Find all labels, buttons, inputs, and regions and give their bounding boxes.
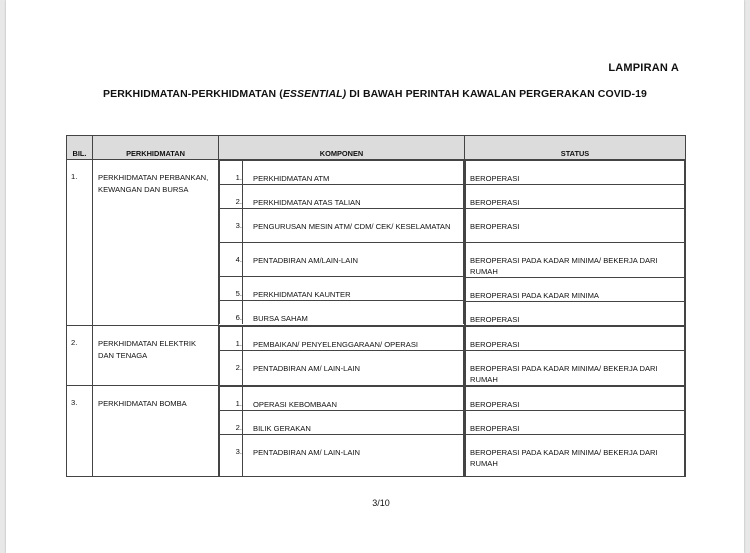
komponen-item	[220, 277, 464, 301]
komponen-text: PENTADBIRAN AM/LAIN-LAIN	[243, 243, 464, 277]
komponen-text: PERKHIDMATAN ATAS TALIAN	[243, 185, 464, 209]
status-text: BEROPERASI	[466, 411, 685, 435]
komponen-item	[220, 327, 464, 351]
cell-status-group	[465, 160, 686, 326]
status-text: BEROPERASI	[466, 327, 685, 351]
cell-status-group	[465, 386, 686, 477]
komponen-number: 1.	[220, 161, 243, 185]
col-header-komponen: KOMPONEN	[219, 136, 465, 160]
title-part-2: DI BAWAH PERINTAH KAWALAN PERGERAKAN COVID-19	[346, 88, 647, 100]
komponen-item	[220, 351, 464, 385]
table-body	[67, 160, 686, 477]
komponen-number: 1.	[220, 327, 243, 351]
status-text: BEROPERASI PADA KADAR MINIMA	[466, 278, 685, 302]
komponen-text: BILIK GERAKAN	[243, 411, 464, 435]
col-header-perkhidmatan: PERKHIDMATAN	[93, 136, 219, 160]
komponen-item	[220, 301, 464, 325]
status-text: BEROPERASI	[466, 209, 685, 243]
status-text: BEROPERASI	[466, 185, 685, 209]
cell-bil: 2.	[67, 326, 93, 386]
komponen-number: 2.	[220, 185, 243, 209]
cell-perkhidmatan: PERKHIDMATAN ELEKTRIK DAN TENAGA	[93, 326, 219, 386]
status-text: BEROPERASI PADA KADAR MINIMA/ BEKERJA DARI RUMAH	[466, 243, 685, 278]
komponen-number: 5.	[220, 277, 243, 301]
komponen-item	[220, 411, 464, 435]
komponen-item	[220, 209, 464, 243]
komponen-text: PERKHIDMATAN ATM	[243, 161, 464, 185]
komponen-text: PERKHIDMATAN KAUNTER	[243, 277, 464, 301]
status-item	[466, 327, 685, 351]
status-item	[466, 302, 685, 326]
col-header-status: STATUS	[465, 136, 686, 160]
services-table	[66, 135, 686, 477]
title-part-essential: ESSENTIAL)	[282, 88, 347, 100]
status-item	[466, 351, 685, 386]
status-text: BEROPERASI	[466, 387, 685, 411]
status-item	[466, 209, 685, 243]
document-page	[6, 0, 744, 553]
title-part-1: PERKHIDMATAN-PERKHIDMATAN (	[102, 88, 283, 100]
cell-perkhidmatan: PERKHIDMATAN BOMBA	[93, 386, 219, 477]
lampiran-label: LAMPIRAN A	[608, 62, 679, 74]
cell-komponen-group	[219, 160, 465, 326]
komponen-text: PENTADBIRAN AM/ LAIN-LAIN	[243, 435, 464, 476]
status-item	[466, 411, 685, 435]
komponen-text: OPERASI KEBOMBAAN	[243, 387, 464, 411]
table-header-row	[67, 136, 686, 160]
status-text: BEROPERASI PADA KADAR MINIMA/ BEKERJA DARI RUMAH	[466, 435, 685, 476]
status-text: BEROPERASI	[466, 302, 685, 326]
cell-komponen-group	[219, 386, 465, 477]
status-text: BEROPERASI	[466, 161, 685, 185]
komponen-text: BURSA SAHAM	[243, 301, 464, 325]
status-item	[466, 387, 685, 411]
komponen-item	[220, 243, 464, 277]
komponen-number: 4.	[220, 243, 243, 277]
cell-bil: 3.	[67, 386, 93, 477]
komponen-number: 6.	[220, 301, 243, 325]
komponen-number: 3.	[220, 435, 243, 476]
komponen-number: 3.	[220, 209, 243, 243]
komponen-text: PEMBAIKAN/ PENYELENGGARAAN/ OPERASI	[243, 327, 464, 351]
table-row	[67, 326, 686, 386]
col-header-bil: BIL.	[67, 136, 93, 160]
table-row	[67, 160, 686, 326]
komponen-text: PENGURUSAN MESIN ATM/ CDM/ CEK/ KESELAMATAN	[243, 209, 464, 243]
cell-status-group	[465, 326, 686, 386]
cell-perkhidmatan: PERKHIDMATAN PERBANKAN, KEWANGAN DAN BURSA	[93, 160, 219, 326]
komponen-item	[220, 435, 464, 476]
komponen-item	[220, 185, 464, 209]
status-item	[466, 243, 685, 278]
komponen-item	[220, 387, 464, 411]
status-item	[466, 161, 685, 185]
page-number: 3/10	[372, 498, 390, 508]
komponen-text: PENTADBIRAN AM/ LAIN-LAIN	[243, 351, 464, 385]
status-item	[466, 435, 685, 476]
status-item	[466, 278, 685, 302]
status-text: BEROPERASI PADA KADAR MINIMA/ BEKERJA DARI RUMAH	[466, 351, 685, 386]
table-row	[67, 386, 686, 477]
document-title	[6, 88, 744, 100]
komponen-number: 2.	[220, 411, 243, 435]
komponen-number: 2.	[220, 351, 243, 385]
komponen-number: 1.	[220, 387, 243, 411]
cell-bil: 1.	[67, 160, 93, 326]
komponen-item	[220, 161, 464, 185]
status-item	[466, 185, 685, 209]
cell-komponen-group	[219, 326, 465, 386]
